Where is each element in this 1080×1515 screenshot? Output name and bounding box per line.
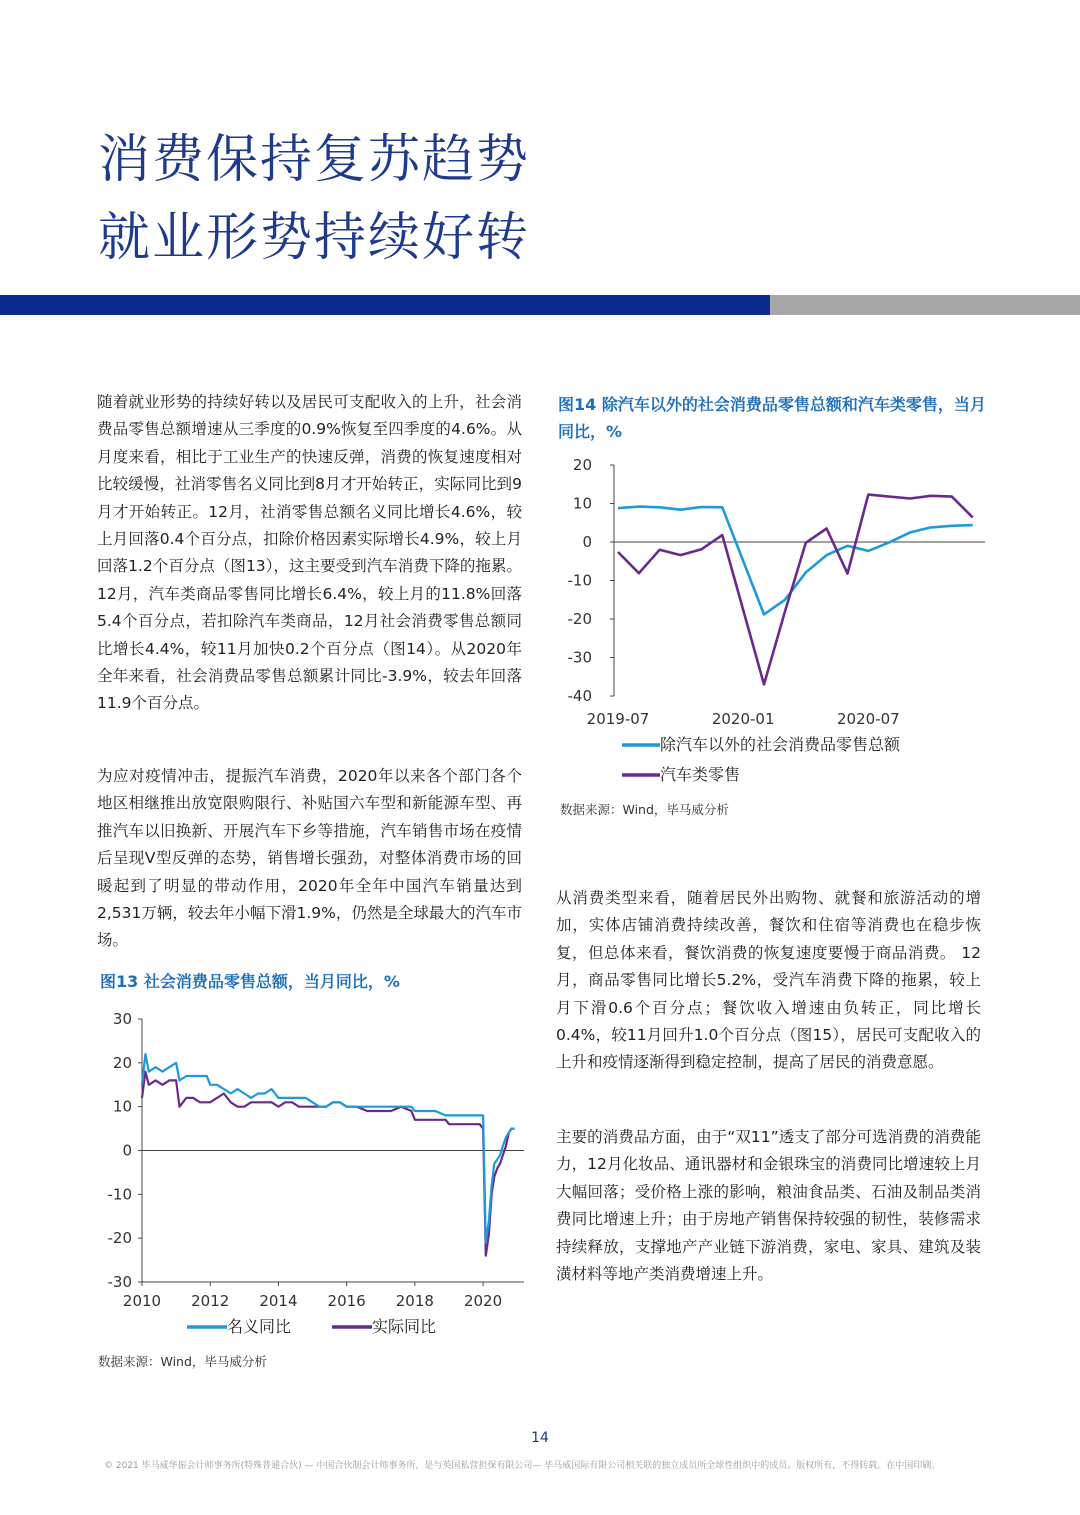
fig13-x-tick-label: 2020	[463, 1292, 503, 1310]
fig14-series-line-1	[618, 495, 973, 685]
fig13-x-tick-label: 2010	[122, 1292, 162, 1310]
header-band-grey	[770, 295, 1080, 315]
fig14-legend-label-0: 除汽车以外的社会消费品零售总额	[660, 735, 901, 754]
fig14-y-tick-label: -10	[567, 571, 592, 590]
fig13-legend-label-1: 实际同比	[372, 1317, 437, 1336]
fig14-chart	[552, 452, 992, 792]
left-paragraph-2: 为应对疫情冲击，提振汽车消费，2020年以来各个部门各个地区相继推出放宽限购限行、补贴国六车型和新能源车型、再推汽车以旧换新、开展汽车下乡等措施，汽车销售市场在疫情后呈现V型反弹的态势，销售增长强劲，对整体消费市场的回暖起到了明显的带动作用，2020年全年中国汽车销量达到2,531万辆，较去年小幅下滑1.9%，仍然是全球最大的汽车市场。	[97, 767, 522, 950]
fig14-y-tick-label: -30	[567, 648, 592, 667]
right-paragraph-1: 从消费类型来看，随着居民外出购物、就餐和旅游活动的增加，实体店铺消费持续改善，餐饮和住宿等消费也在稳步恢复，但总体来看，餐饮消费的恢复速度要慢于商品消费。 12月，商品零售同比增长5.2%，受汽车消费下降的拖累，较上月下滑0.6个百分点；餐饮收入增速由负转正，同比增长0.4%，较11月回升1.0个百分点（图15），居民可支配收入的上升和疫情逐渐得到稳定控制，提高了居民的消费意愿。	[556, 889, 981, 1072]
copyright-footer: © 2021 毕马威华振会计师事务所(特殊普通合伙) — 中国合伙制会计师事务所，是与英国私营担保有限公司— 毕马威国际有限公司相关联的独立成员所全球性组织中的成员。版权所有，不得转载。在中国印刷。	[104, 1461, 941, 1471]
fig14-y-tick-label: -40	[567, 687, 592, 705]
fig13-y-tick-label: 30	[112, 1010, 132, 1028]
fig14-y-tick-label: -20	[567, 610, 592, 628]
fig14-x-tick-label: 2019-07	[586, 710, 650, 728]
fig13-title: 图13 社会消费品零售总额，当月同比，%	[100, 972, 400, 991]
fig14-y-tick-label: 20	[572, 456, 592, 474]
fig14-source: 数据来源：Wind，毕马威分析	[560, 802, 729, 817]
fig13-y-tick-label: 10	[112, 1097, 132, 1116]
fig13-x-tick-label: 2012	[191, 1292, 230, 1310]
page-number: 14	[531, 1430, 549, 1446]
left-paragraph-1: 随着就业形势的持续好转以及居民可支配收入的上升，社会消费品零售总额增速从三季度的0.9%恢复至四季度的4.6%。从月度来看，相比于工业生产的快速反弹，消费的恢复速度相对比较缓慢，社消零售名义同比到8月才开始转正，实际同比到9月才开始转正。12月，社消零售总额名义同比增长4.6%，较上月回落0.4个百分点，扣除价格因素实际增长4.9%，较上月回落1.2个百分点（图13），这主要受到汽车消费下降的拖累。12月，汽车类商品零售同比增长6.4%，较上月的11.8%回落5.4个百分点，若扣除汽车类商品，12月社会消费零售总额同比增长4.4%，较11月加快0.2个百分点（图14）。从2020年全年来看，社会消费品零售总额累计同比-3.9%，较去年回落11.9个百分点。	[97, 393, 522, 713]
fig13-series-line-1	[142, 1072, 515, 1256]
fig14-x-tick-label: 2020-01	[711, 710, 775, 728]
right-paragraph-2: 主要的消费品方面，由于“双11”透支了部分可选消费的消费能力，12月化妆品、通讯器材和金银珠宝的消费同比增速较上月大幅回落；受价格上涨的影响，粮油食品类、石油及制品类消费同比增速上升；由于房地产销售保持较强的韧性，装修需求持续释放，支撑地产产业链下游消费，家电、家具、建筑及装潢材料等地产类消费增速上升。	[556, 1128, 981, 1284]
fig13-y-tick-label: 0	[122, 1141, 132, 1160]
fig13-chart	[92, 1002, 532, 1357]
fig13-x-tick-label: 2016	[327, 1292, 366, 1310]
fig14-y-tick-label: 10	[572, 494, 592, 513]
fig13-x-tick-label: 2014	[259, 1292, 298, 1310]
fig13-source: 数据来源：Wind，毕马威分析	[98, 1354, 267, 1369]
fig13-y-tick-label: -30	[107, 1273, 132, 1291]
fig14-legend-label-1: 汽车类零售	[660, 765, 741, 784]
fig14-y-tick-label: 0	[582, 533, 592, 551]
header-band-blue	[0, 295, 770, 315]
fig14-title: 图14 除汽车以外的社会消费品零售总额和汽车类零售，当月同比，%	[558, 395, 986, 441]
fig13-y-tick-label: -20	[107, 1229, 132, 1248]
page-title-line1: 消费保持复苏趋势	[98, 130, 531, 190]
fig13-y-tick-label: -10	[107, 1185, 132, 1204]
fig13-x-tick-label: 2018	[395, 1292, 434, 1310]
fig13-series-line-0	[142, 1054, 515, 1243]
fig13-legend-label-0: 名义同比	[227, 1317, 292, 1336]
fig13-y-tick-label: 20	[112, 1053, 132, 1072]
fig14-x-tick-label: 2020-07	[837, 710, 900, 728]
fig14-series-line-0	[618, 507, 973, 615]
page-title-line2: 就业形势持续好转	[98, 208, 531, 268]
